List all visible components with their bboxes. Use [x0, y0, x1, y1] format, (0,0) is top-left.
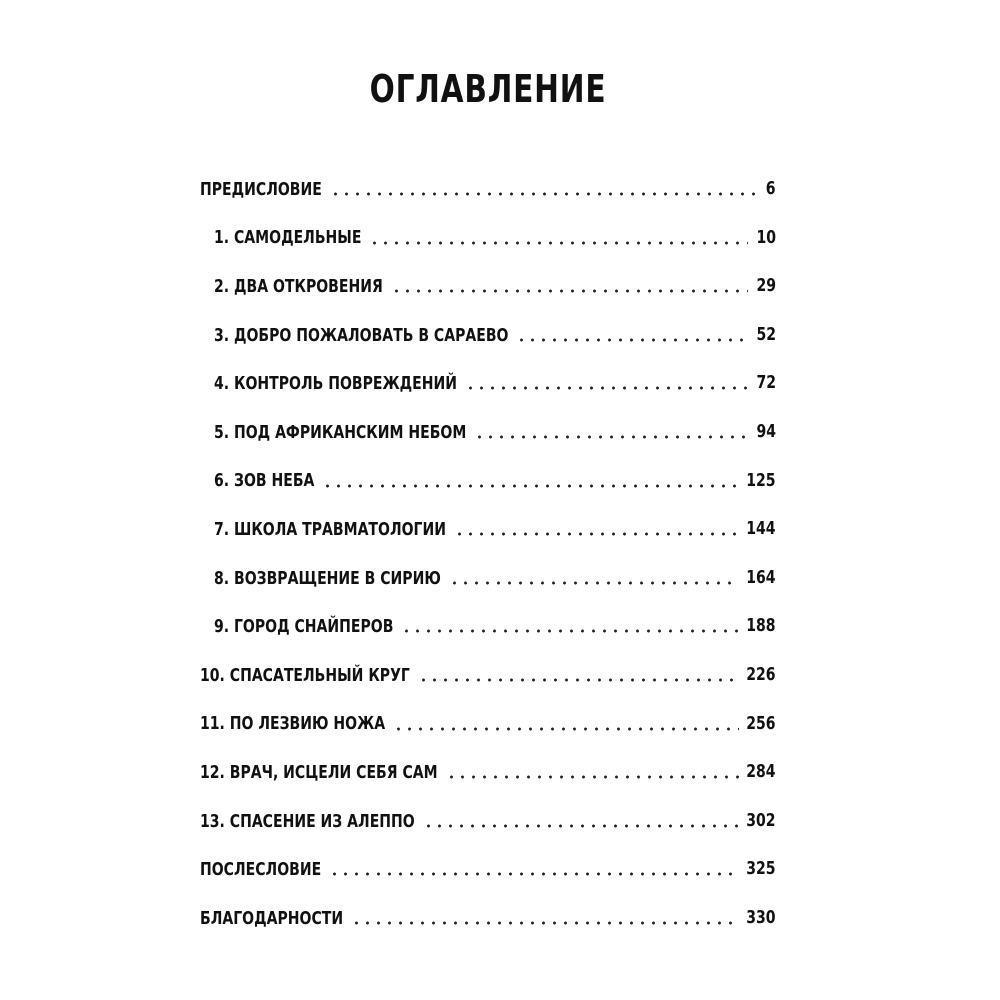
toc-leader-dots [465, 386, 748, 390]
toc-entry-label: 1. САМОДЕЛЬНЫЕ [214, 227, 362, 249]
toc-entry-chapter-11[interactable] [200, 700, 776, 749]
toc-entry-page-number: 10 [756, 226, 776, 248]
toc-entry-page-number: 29 [756, 275, 776, 297]
toc-entry-chapter-3[interactable] [200, 311, 776, 360]
toc-entry-label: 11. ПО ЛЕЗВИЮ НОЖА [200, 713, 386, 735]
toc-leader-dots [418, 678, 739, 682]
toc-leader-dots [322, 484, 738, 488]
toc-leader-dots [449, 581, 739, 585]
toc-entry-chapter-10[interactable] [200, 651, 776, 700]
toc-entry-acknowledgements[interactable] [200, 894, 776, 943]
toc-entry-label: 10. СПАСАТЕЛЬНЫЙ КРУГ [200, 664, 410, 686]
toc-entry-chapter-12[interactable] [200, 748, 776, 797]
toc-entry-page-number: 52 [756, 323, 776, 345]
toc-entry-label: ПРЕДИСЛОВИЕ [200, 178, 322, 200]
toc-entry-foreword[interactable] [200, 165, 776, 214]
toc-entry-page-number: 72 [756, 372, 776, 394]
toc-entry-page-number: 6 [766, 178, 776, 199]
toc-leader-dots [393, 727, 739, 731]
toc-entry-page-number: 325 [746, 858, 776, 880]
toc-leader-dots [369, 241, 748, 245]
toc-leader-dots [330, 192, 758, 196]
toc-entry-page-number: 94 [756, 420, 776, 442]
toc-entry-label: 8. ВОЗВРАЩЕНИЕ В СИРИЮ [214, 567, 441, 589]
page-title: ОГЛАВЛЕНИЕ [369, 67, 607, 112]
toc-entry-chapter-2[interactable] [200, 262, 776, 311]
toc-entry-chapter-5[interactable] [200, 408, 776, 457]
toc-leader-dots [474, 435, 748, 439]
toc-entry-chapter-8[interactable] [200, 554, 776, 603]
toc-leader-dots [454, 532, 739, 536]
toc-entry-label: 6. ЗОВ НЕБА [214, 470, 315, 492]
toc-entry-label: 4. КОНТРОЛЬ ПОВРЕЖДЕНИЙ [214, 373, 458, 395]
toc-entry-label: ПОСЛЕСЛОВИЕ [200, 859, 322, 881]
toc-entry-page-number: 302 [746, 809, 776, 831]
toc-entry-page-number: 188 [746, 615, 776, 637]
toc-leader-dots [391, 289, 749, 293]
table-of-contents [200, 165, 776, 943]
toc-entry-chapter-6[interactable] [200, 457, 776, 506]
toc-leader-dots [446, 775, 739, 779]
toc-entry-label: 2. ДВА ОТКРОВЕНИЯ [214, 275, 383, 297]
toc-entry-label: 13. СПАСЕНИЕ ИЗ АЛЕППО [200, 810, 415, 832]
toc-entry-page-number: 284 [746, 761, 776, 783]
toc-entry-label: БЛАГОДАРНОСТИ [200, 907, 344, 929]
toc-entry-page-number: 226 [746, 663, 776, 685]
toc-entry-chapter-13[interactable] [200, 797, 776, 846]
toc-entry-chapter-7[interactable] [200, 505, 776, 554]
toc-entry-page-number: 164 [746, 566, 776, 588]
toc-leader-dots [329, 872, 738, 876]
toc-leader-dots [423, 824, 739, 828]
toc-leader-dots [516, 338, 748, 342]
toc-entry-page-number: 330 [746, 906, 776, 928]
toc-entry-label: 7. ШКОЛА ТРАВМАТОЛОГИИ [214, 518, 446, 540]
toc-leader-dots [401, 629, 738, 633]
toc-entry-label: 5. ПОД АФРИКАНСКИМ НЕБОМ [214, 421, 467, 443]
toc-entry-label: 3. ДОБРО ПОЖАЛОВАТЬ В САРАЕВО [214, 324, 509, 346]
toc-entry-label: 12. ВРАЧ, ИСЦЕЛИ СЕБЯ САМ [200, 761, 438, 783]
toc-entry-chapter-4[interactable] [200, 359, 776, 408]
toc-entry-chapter-9[interactable] [200, 602, 776, 651]
toc-entry-page-number: 125 [746, 469, 776, 491]
toc-leader-dots [351, 921, 739, 925]
toc-entry-chapter-1[interactable] [200, 214, 776, 263]
toc-entry-page-number: 144 [746, 518, 776, 540]
toc-entry-page-number: 256 [746, 712, 776, 734]
toc-entry-label: 9. ГОРОД СНАЙПЕРОВ [214, 616, 394, 638]
toc-entry-afterword[interactable] [200, 845, 776, 894]
